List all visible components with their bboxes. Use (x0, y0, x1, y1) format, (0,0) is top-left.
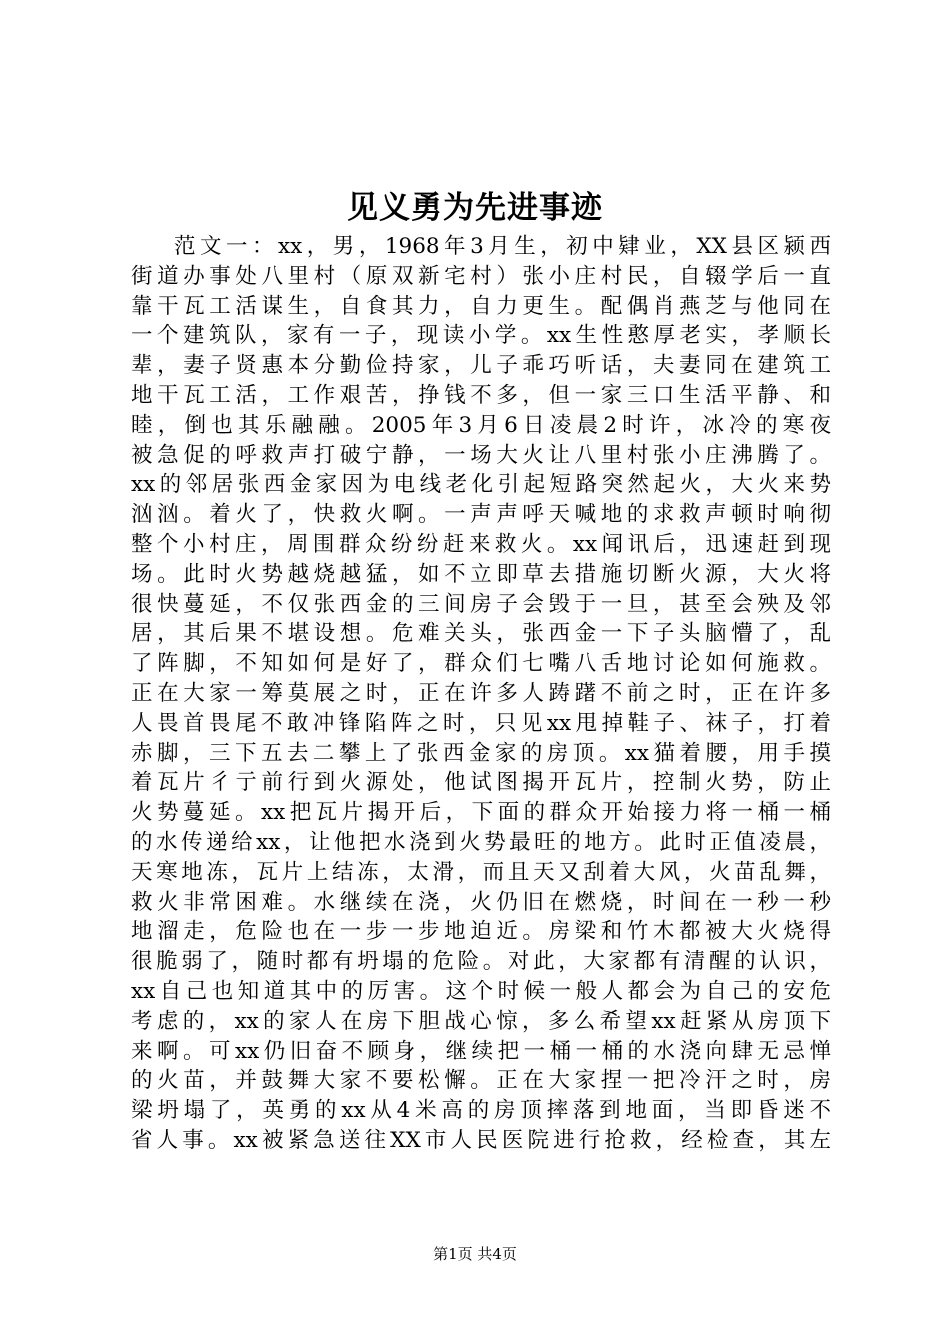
body-line: 救火非常困难。水继续在浇，火仍旧在燃烧，时间在一秒一秒 (131, 889, 831, 915)
body-line: 地溜走，危险也在一步一步地迫近。房梁和竹木都被大火烧得 (131, 919, 831, 945)
body-line: 着瓦片彳亍前行到火源处，他试图揭开瓦片，控制火势，防止 (131, 770, 831, 796)
body-line: 考虑的，xx的家人在房下胆战心惊，多么希望xx赶紧从房顶下 (131, 1008, 831, 1034)
body-line: 天寒地冻，瓦片上结冻，太滑，而且天又刮着大风，火苗乱舞， (131, 859, 831, 885)
body-line: 人畏首畏尾不敢冲锋陷阵之时，只见xx甩掉鞋子、袜子，打着 (131, 710, 831, 736)
body-line: 来啊。可xx仍旧奋不顾身，继续把一桶一桶的水浇向肆无忌惮 (131, 1038, 831, 1064)
document-body (131, 232, 831, 1156)
body-line: 汹汹。着火了，快救火啊。一声声呼天喊地的求救声顿时响彻 (131, 502, 831, 528)
body-line: 整个小村庄，周围群众纷纷赶来救火。xx闻讯后，迅速赶到现 (131, 531, 831, 557)
body-line: 居，其后果不堪设想。危难关头，张西金一下子头脑懵了，乱 (131, 621, 831, 647)
body-line: 街道办事处八里村（原双新宅村）张小庄村民，自辍学后一直 (131, 263, 831, 289)
body-line: 地干瓦工活，工作艰苦，挣钱不多，但一家三口生活平静、和 (131, 382, 831, 408)
body-line: 靠干瓦工活谋生，自食其力，自力更生。配偶肖燕芝与他同在 (131, 293, 831, 319)
body-line: 一个建筑队，家有一子，现读小学。xx生性憨厚老实，孝顺长 (131, 323, 831, 349)
body-line: 睦，倒也其乐融融。2005年3月6日凌晨2时许，冰冷的寒夜 (131, 412, 831, 438)
body-line: 很快蔓延，不仅张西金的三间房子会毁于一旦，甚至会殃及邻 (131, 591, 831, 617)
body-line: 火势蔓延。xx把瓦片揭开后，下面的群众开始接力将一桶一桶 (131, 800, 831, 826)
body-line: xx自己也知道其中的厉害。这个时候一般人都会为自己的安危 (131, 978, 831, 1004)
body-line: 的火苗，并鼓舞大家不要松懈。正在大家捏一把冷汗之时，房 (131, 1068, 831, 1094)
body-line: 的水传递给xx，让他把水浇到火势最旺的地方。此时正值凌晨， (131, 829, 831, 855)
body-line: 被急促的呼救声打破宁静，一场大火让八里村张小庄沸腾了。 (131, 442, 831, 468)
body-line: 赤脚，三下五去二攀上了张西金家的房顶。xx猫着腰，用手摸 (131, 740, 831, 766)
page-number-footer: 第1页 共4页 (433, 1245, 517, 1263)
body-line: 正在大家一筹莫展之时，正在许多人踌躇不前之时，正在许多 (131, 680, 831, 706)
body-line: 范文一：xx，男，1968年3月生，初中肄业，XX县区颍西 (174, 234, 831, 259)
body-line: 场。此时火势越烧越猛，如不立即草去措施切断火源，大火将 (131, 561, 831, 587)
body-line: 很脆弱了，随时都有坍塌的危险。对此，大家都有清醒的认识， (131, 949, 831, 975)
body-line: 辈，妻子贤惠本分勤俭持家，儿子乖巧听话，夫妻同在建筑工 (131, 353, 831, 379)
body-line: xx的邻居张西金家因为电线老化引起短路突然起火，大火来势 (131, 472, 831, 498)
body-line: 省人事。xx被紧急送往XX市人民医院进行抢救，经检查，其左 (131, 1127, 831, 1153)
body-line: 梁坍塌了，英勇的xx从4米高的房顶摔落到地面，当即昏迷不 (131, 1098, 831, 1124)
body-line: 了阵脚，不知如何是好了，群众们七嘴八舌地讨论如何施救。 (131, 651, 831, 677)
document-title: 见义勇为先进事迹 (347, 190, 603, 226)
